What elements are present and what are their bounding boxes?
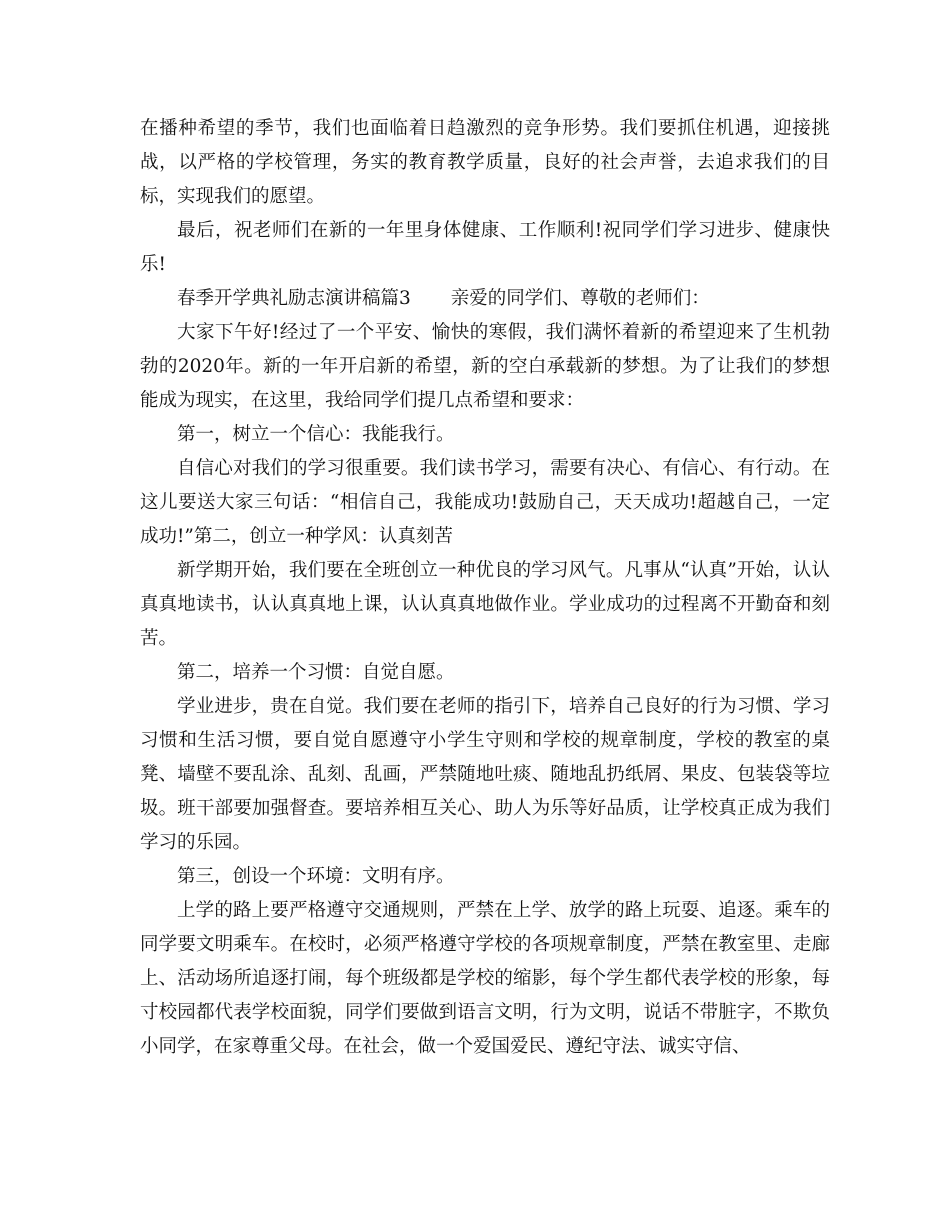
paragraph-point-3: 第三，创设一个环境：文明有序。	[177, 866, 455, 887]
paragraph-point-2: 第二，培养一个习惯：自觉自愿。	[177, 662, 455, 683]
paragraph-study-style: 新学期开始，我们要在全班创立一种优良的学习风气。凡事从“认真”开始，认认真真地读书，认认真真地上课，认认真真地做作业。学业成功的过程离不开勤奋和刻苦。	[140, 560, 830, 649]
section-greeting: 亲爱的同学们、尊敬的老师们：	[450, 288, 710, 309]
section-heading	[140, 282, 830, 316]
paragraph-point-1: 第一，树立一个信心：我能我行。	[177, 424, 455, 445]
document-body	[140, 112, 830, 1064]
paragraph-confidence: 自信心对我们的学习很重要。我们读书学习，需要有决心、有信心、有行动。在这儿要送大家三句话：“相信自己，我能成功!鼓励自己，天天成功!超越自己，一定成功!”第二，创立一种学风：认真刻苦	[140, 458, 830, 547]
paragraph-environment: 上学的路上要严格遵守交通规则，严禁在上学、放学的路上玩耍、追逐。乘车的同学要文明乘车。在校时，必须严格遵守学校的各项规章制度，严禁在教室里、走廊上、活动场所追逐打闹，每个班级都是学校的缩影，每个学生都代表学校的形象，每寸校园都代表学校面貌，同学们要做到语言文明，行为文明，说话不带脏字，不欺负小同学，在家尊重父母。在社会，做一个爱国爱民、遵纪守法、诚实守信、	[140, 900, 830, 1057]
paragraph-opening: 大家下午好!经过了一个平安、愉快的寒假，我们满怀着新的希望迎来了生机勃勃的2020年。新的一年开启新的希望，新的空白承载新的梦想。为了让我们的梦想能成为现实，在这里，我给同学们提几点希望和要求：	[140, 322, 830, 411]
paragraph-closing-vision: 在播种希望的季节，我们也面临着日趋激烈的竞争形势。我们要抓住机遇，迎接挑战，以严格的学校管理，务实的教育教学质量，良好的社会声誉，去追求我们的目标，实现我们的愿望。	[140, 118, 830, 207]
section-title: 春季开学典礼励志演讲稿篇3	[177, 288, 411, 309]
paragraph-habits: 学业进步，贵在自觉。我们要在老师的指引下，培养自己良好的行为习惯、学习习惯和生活习惯，要自觉自愿遵守小学生守则和学校的规章制度，学校的教室的桌凳、墙壁不要乱涂、乱刻、乱画，严禁随地吐痰、随地乱扔纸屑、果皮、包装袋等垃圾。班干部要加强督查。要培养相互关心、助人为乐等好品质，让学校真正成为我们学习的乐园。	[140, 696, 830, 853]
paragraph-closing-wishes: 最后，祝老师们在新的一年里身体健康、工作顺利!祝同学们学习进步、健康快乐!	[140, 220, 830, 275]
